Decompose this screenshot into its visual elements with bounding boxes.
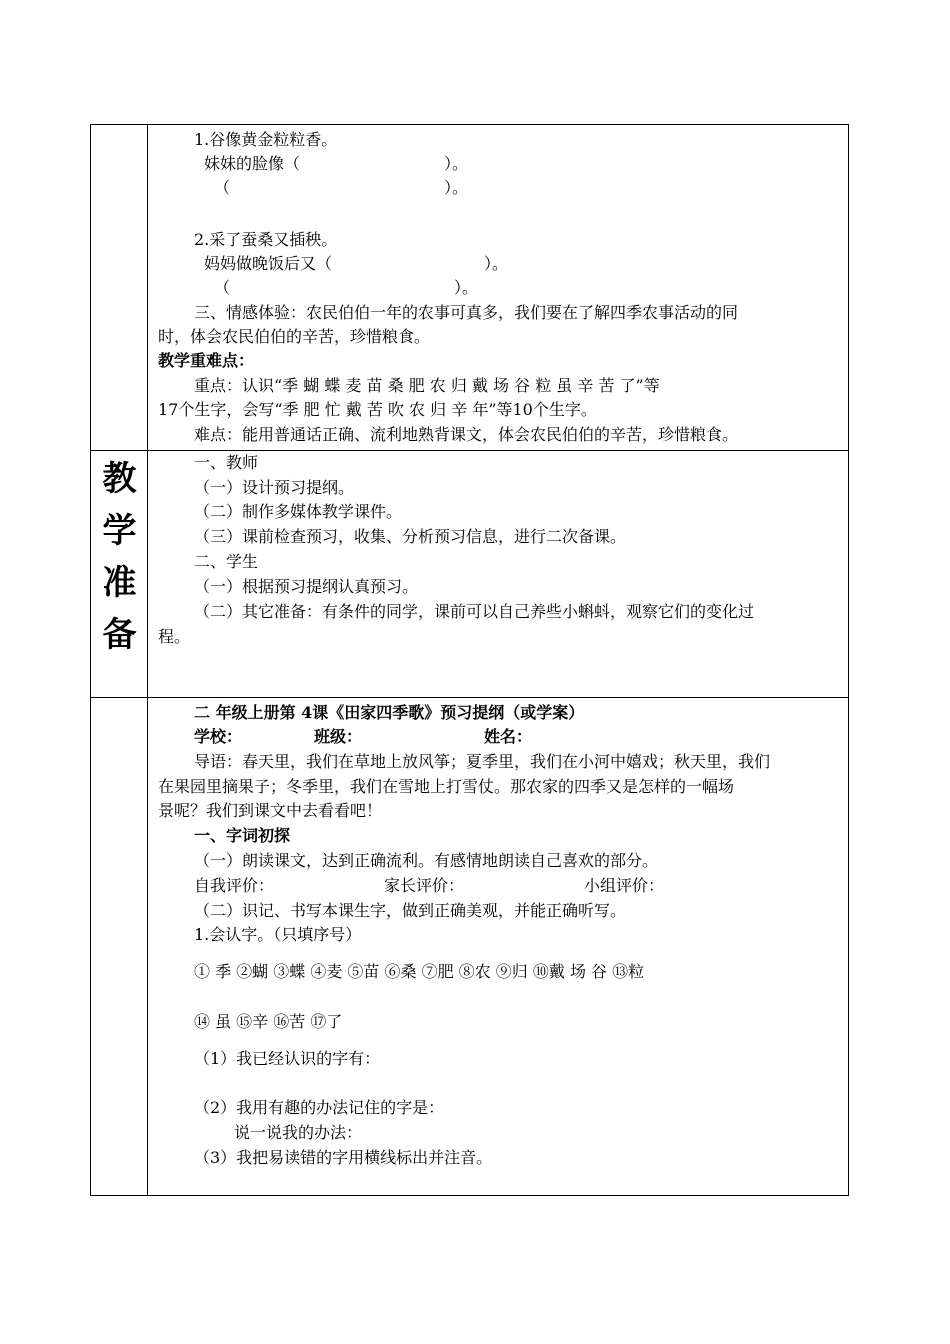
emotion-line-2: 时，体会农民伯伯的辛苦，珍惜粮食。 — [158, 327, 431, 346]
prompt-text: 妹妹的脸像（ — [204, 154, 301, 173]
intro-line-1: 导语：春天里，我们在草地上放风筝；夏季里，我们在小河中嬉戏；秋天里，我们 — [194, 752, 771, 771]
exercise-1-title: 1.谷像黄金粒粒香。 — [194, 130, 338, 149]
parent-evaluation-label: 家长评价： — [384, 876, 465, 895]
question-2-follow: 说一说我的办法： — [234, 1123, 363, 1142]
recognize-heading: 1.会认字。（只填序号） — [194, 925, 362, 944]
label-char-2: 学 — [102, 511, 137, 551]
outline-title: 二 年级上册第 4课《田家四季歌》预习提纲（或学案） — [194, 703, 585, 722]
exercise-2-prompt: 妈妈做晚饭后又（ — [204, 254, 333, 273]
preparation-content — [148, 451, 848, 697]
exercise-1-blank-open: （ — [214, 178, 231, 197]
emotion-line-1: 三、情感体验：农民伯伯一年的农事可真多，我们要在了解四季农事活动的同 — [194, 303, 739, 322]
key-point-line-1: 重点：认识“季 蝴 蝶 麦 苗 桑 肥 农 归 戴 场 谷 粒 虽 辛 苦 了”等 — [194, 376, 660, 395]
name-label: 姓名： — [484, 727, 533, 746]
exercise-2-title: 2.采了蚕桑又插秧。 — [194, 230, 338, 249]
difficulty-line: 难点：能用普通话正确、流利地熟背课文，体会农民伯伯的辛苦，珍惜粮食。 — [194, 425, 739, 444]
write-instruction: （二）识记、书写本课生字，做到正确美观，并能正确听写。 — [194, 901, 627, 920]
preparation-row — [91, 451, 848, 698]
objectives-row — [91, 125, 848, 451]
exercise-2-blank-open: （ — [214, 278, 231, 297]
question-3: （3）我把易读错的字用横线标出并注音。 — [194, 1148, 493, 1167]
objectives-content — [148, 125, 848, 450]
teacher-item-3: （三）课前检查预习，收集、分析预习信息，进行二次备课。 — [194, 527, 627, 546]
label-char-4: 备 — [102, 615, 137, 655]
self-evaluation-label: 自我评价： — [194, 876, 275, 895]
read-instruction: （一）朗读课文，达到正确流利。有感情地朗读自己喜欢的部分。 — [194, 851, 659, 870]
key-point-line-2: 17个生字，会写“季 肥 忙 戴 苦 吹 农 归 辛 年”等10个生字。 — [158, 400, 597, 419]
student-heading: 二、学生 — [194, 552, 259, 571]
character-list-1: ① 季 ②蝴 ③蝶 ④麦 ⑤苗 ⑥桑 ⑦肥 ⑧农 ⑨归 ⑩戴 场 谷 ⑬粒 — [194, 962, 645, 981]
question-1: （1）我已经认识的字有： — [194, 1049, 381, 1068]
label-char-1: 教 — [102, 459, 137, 499]
outline-content — [148, 698, 848, 1195]
teacher-heading: 一、教师 — [194, 453, 259, 472]
label-char-3: 准 — [102, 563, 137, 603]
outline-label-cell — [91, 698, 148, 1195]
intro-line-2: 在果园里摘果子；冬季里，我们在雪地上打雪仗。那农家的四季又是怎样的一幅场 — [158, 777, 735, 796]
teacher-item-2: （二）制作多媒体教学课件。 — [194, 502, 403, 521]
row-label-cell — [91, 125, 148, 450]
exercise-2-close: ）。 — [484, 254, 509, 273]
student-item-1: （一）根据预习提纲认真预习。 — [194, 577, 419, 596]
class-label: 班级： — [314, 727, 363, 746]
group-evaluation-label: 小组评价： — [584, 876, 665, 895]
lesson-plan-table — [90, 124, 849, 1196]
section-1-heading: 一、字词初探 — [194, 826, 291, 845]
student-item-2: （二）其它准备：有条件的同学，课前可以自己养些小蝌蚪，观察它们的变化过 — [194, 602, 755, 621]
teacher-item-1: （一）设计预习提纲。 — [194, 478, 355, 497]
exercise-2-blank-close: ）。 — [454, 278, 479, 297]
preparation-label-cell — [91, 451, 148, 697]
preview-outline-row — [91, 698, 848, 1195]
school-label: 学校： — [194, 727, 243, 746]
character-list-2: ⑭ 虽 ⑮辛 ⑯苦 ⑰了 — [194, 1012, 343, 1031]
question-2: （2）我用有趣的办法记住的字是： — [194, 1098, 445, 1117]
exercise-1-close: ）。 — [444, 154, 469, 173]
student-item-2-cont: 程。 — [158, 627, 191, 646]
exercise-1-blank-close: ）。 — [444, 178, 469, 197]
key-points-heading: 教学重难点： — [158, 351, 255, 370]
intro-line-3: 景呢？我们到课文中去看看吧！ — [158, 801, 383, 820]
